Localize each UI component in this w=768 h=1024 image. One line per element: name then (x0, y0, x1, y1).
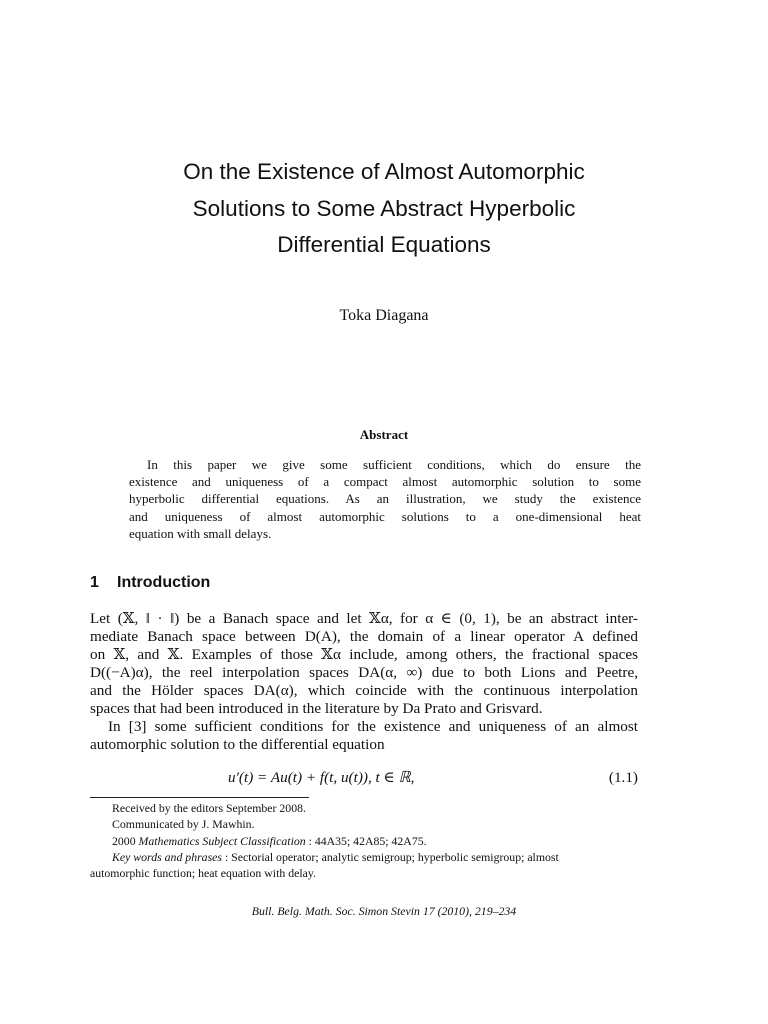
msc-label: Mathematics Subject Classification (138, 833, 306, 848)
paper-title (84, 154, 684, 264)
keywords-value: : Sectorial operator; analytic semigroup; hyperbolic semigroup; almost (222, 849, 559, 864)
abstract-text (129, 456, 641, 542)
keywords-label: Key words and phrases (112, 849, 222, 864)
title-line: On the Existence of Almost Automorphic (183, 159, 585, 184)
body-line: Let (𝕏, ‖ · ‖) be a Banach space and let 𝕏α, for α ∈ (0, 1), be an abstract inter- (90, 610, 638, 627)
title-line: Solutions to Some Abstract Hyperbolic (192, 195, 576, 221)
author-name: Toka Diagana (339, 307, 429, 324)
footnote-keywords-continued: automorphic function; heat equation with delay. (90, 866, 316, 881)
abstract-line: hyperbolic differential equations. As an illustration, we study the existence (129, 491, 641, 507)
body-line: and the Hölder spaces DA(α), which coincide with the continuous interpolation (90, 682, 638, 699)
title-line: Differential Equations (277, 232, 491, 257)
section-heading (90, 573, 210, 593)
abstract-heading: Abstract (359, 427, 409, 442)
footnotes (90, 800, 638, 881)
footnote-communicated: Communicated by J. Mawhin. (112, 817, 255, 832)
msc-prefix: 2000 (112, 833, 139, 848)
footnote-keywords (90, 849, 638, 865)
body-line: mediate Banach space between D(A), the domain of a linear operator A defined (90, 628, 638, 645)
section-number: 1 (90, 574, 99, 591)
equation-number: (1.1) (608, 769, 638, 786)
abstract-line: equation with small delays. (129, 525, 272, 541)
body-line: D((−A)α), the reel interpolation spaces DA(α, ∞) due to both Lions and Peetre, (90, 664, 638, 681)
msc-value: : 44A35; 42A85; 42A75. (305, 833, 427, 848)
body-line: In [3] some sufficient conditions for the existence and uniqueness of an almost (108, 718, 638, 735)
body-line: automorphic solution to the differential equation (90, 736, 385, 753)
abstract-line: In this paper we give some sufficient conditions, which do ensure the (147, 457, 641, 472)
journal-footer: Bull. Belg. Math. Soc. Simon Stevin 17 (2010), 219–234 (251, 904, 517, 918)
abstract-line: and uniqueness of almost automorphic solutions to a one-dimensional heat (129, 508, 641, 524)
body-line: spaces that had been introduced in the literature by Da Prato and Grisvard. (90, 700, 543, 717)
footnote-rule (90, 797, 309, 798)
equation-text: u′(t) = Au(t) + f(t, u(t)), t ∈ ℝ, (228, 769, 415, 786)
body-paragraph (90, 610, 638, 754)
footnote-msc (90, 833, 638, 849)
footnote-received: Received by the editors September 2008. (112, 801, 306, 815)
section-title: Introduction (117, 574, 211, 591)
body-line: on 𝕏, and 𝕏. Examples of those 𝕏α include, among others, the fractional spaces (90, 646, 638, 663)
abstract-line: existence and uniqueness of a compact almost automorphic solution to some (129, 474, 641, 490)
